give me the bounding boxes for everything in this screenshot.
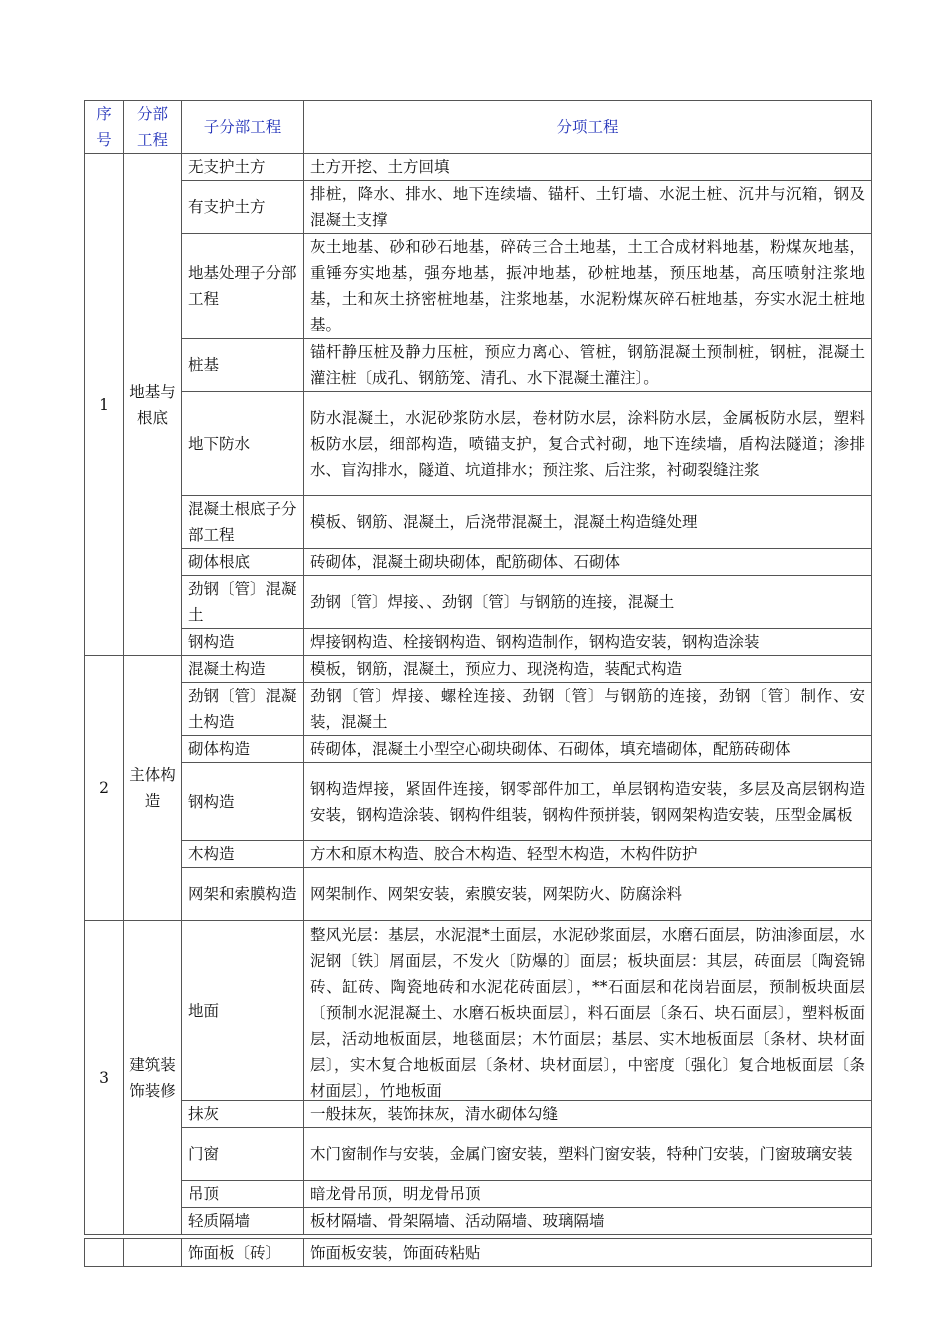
group-number: 2	[85, 656, 124, 921]
item-cell: 劲钢〔管〕焊接、螺栓连接、劲钢〔管〕与钢筋的连接，劲钢〔管〕制作、安装，混凝土	[304, 683, 872, 736]
table-row	[85, 656, 872, 683]
item-cell: 暗龙骨吊顶，明龙骨吊顶	[304, 1181, 872, 1208]
table-row	[85, 549, 872, 576]
subdivision-cell: 门窗	[182, 1128, 304, 1181]
subdivision-cell: 吊顶	[182, 1181, 304, 1208]
table-row	[85, 339, 872, 392]
engineering-division-table	[84, 100, 872, 1235]
item-cell: 锚杆静压桩及静力压桩，预应力离心、管桩，钢筋混凝土预制桩，钢桩，混凝土灌注桩〔成孔、钢筋笼、清孔、水下混凝土灌注〕。	[304, 339, 872, 392]
subdivision-cell: 劲钢〔管〕混凝土构造	[182, 683, 304, 736]
division-name: 地基与根底	[124, 154, 182, 656]
subdivision-cell: 钢构造	[182, 763, 304, 841]
item-cell: 焊接钢构造、栓接钢构造、钢构造制作，钢构造安装，钢构造涂装	[304, 629, 872, 656]
item-text-clipped: 整风光层：基层，水泥混*土面层，水泥砂浆面层，水磨石面层，防油渗面层，水泥钢〔铁〕屑面层，不发火〔防爆的〕面层；板块面层：其层，砖面层〔陶瓷锦砖、缸砖、陶瓷地砖和水泥花砖面层〕，**石面层和花岗岩面层，预制板块面层〔预制水泥混凝土、水磨石板块面层〕，料石面层〔条石、块石面层〕，塑料板面层，活动地板面层，地毯面层；木竹面层；基层、实木地板面层〔条材、块材面层〕，实木复合地板面层〔条材、块材面层〕，中密度〔强化〕复合地板面层〔条材面层〕，竹地板面	[310, 925, 865, 1100]
table-header-row	[85, 101, 872, 154]
subdivision-cell: 抹灰	[182, 1101, 304, 1128]
subdivision-cell: 劲钢〔管〕混凝土	[182, 576, 304, 629]
subdivision-cell: 桩基	[182, 339, 304, 392]
table-row	[85, 1101, 872, 1128]
item-cell: 饰面板安装，饰面砖粘贴	[304, 1239, 872, 1267]
subdivision-cell: 砌体构造	[182, 736, 304, 763]
table-row	[85, 1181, 872, 1208]
table-row	[85, 736, 872, 763]
item-cell: 钢构造焊接，紧固件连接，钢零部件加工，单层钢构造安装，多层及高层钢构造安装，钢构造涂装、钢构件组装，钢构件预拼装，钢网架构造安装，压型金属板	[304, 763, 872, 841]
item-cell: 砖砌体，混凝土砌块砌体，配筋砌体、石砌体	[304, 549, 872, 576]
division-name: 建筑装饰装修	[124, 921, 182, 1235]
table-row	[85, 181, 872, 234]
subdivision-cell: 有支护土方	[182, 181, 304, 234]
table-row	[85, 868, 872, 921]
header-division: 分部工程	[124, 101, 182, 154]
table-row	[85, 841, 872, 868]
item-cell: 方木和原木构造、胶合木构造、轻型木构造，木构件防护	[304, 841, 872, 868]
subdivision-cell: 木构造	[182, 841, 304, 868]
subdivision-cell: 网架和索膜构造	[182, 868, 304, 921]
header-seq: 序号	[85, 101, 124, 154]
table-row	[85, 1239, 872, 1267]
table-row	[85, 683, 872, 736]
group-number: 1	[85, 154, 124, 656]
table-row	[85, 629, 872, 656]
item-cell: 一般抹灰，装饰抹灰，清水砌体勾缝	[304, 1101, 872, 1128]
subdivision-cell: 地面	[182, 921, 304, 1101]
table-row	[85, 496, 872, 549]
empty-cell	[124, 1239, 182, 1267]
item-cell: 砖砌体，混凝土小型空心砌块砌体、石砌体，填充墙砌体，配筋砖砌体	[304, 736, 872, 763]
table-row	[85, 1128, 872, 1181]
empty-cell	[85, 1239, 124, 1267]
subdivision-cell: 混凝土构造	[182, 656, 304, 683]
table-row	[85, 234, 872, 339]
table-row	[85, 921, 872, 1101]
table-row	[85, 576, 872, 629]
header-item: 分项工程	[304, 101, 872, 154]
item-cell: 排桩，降水、排水、地下连续墙、锚杆、土钉墙、水泥土桩、沉井与沉箱，钢及混凝土支撑	[304, 181, 872, 234]
group-number: 3	[85, 921, 124, 1235]
header-subdivision: 子分部工程	[182, 101, 304, 154]
table-row	[85, 392, 872, 496]
subdivision-cell: 钢构造	[182, 629, 304, 656]
subdivision-cell: 混凝土根底子分部工程	[182, 496, 304, 549]
item-cell: 劲钢〔管〕焊接、、劲钢〔管〕与钢筋的连接，混凝土	[304, 576, 872, 629]
item-cell: 木门窗制作与安装，金属门窗安装，塑料门窗安装，特种门安装，门窗玻璃安装	[304, 1128, 872, 1181]
item-cell: 土方开挖、土方回填	[304, 154, 872, 181]
item-cell: 模板、钢筋、混凝土，后浇带混凝土，混凝土构造缝处理	[304, 496, 872, 549]
item-cell: 板材隔墙、骨架隔墙、活动隔墙、玻璃隔墙	[304, 1208, 872, 1235]
table-row	[85, 154, 872, 181]
table-row	[85, 1208, 872, 1235]
continuation-table	[84, 1238, 872, 1267]
item-cell: 灰土地基、砂和砂石地基，碎砖三合土地基，土工合成材料地基，粉煤灰地基，重锤夯实地基，强夯地基，振冲地基，砂桩地基，预压地基，高压喷射注浆地基，土和灰土挤密桩地基，注浆地基，水泥粉煤灰碎石桩地基，夯实水泥土桩地基。	[304, 234, 872, 339]
item-cell: 网架制作、网架安装，索膜安装，网架防火、防腐涂料	[304, 868, 872, 921]
item-cell: 防水混凝土，水泥砂浆防水层，卷材防水层，涂料防水层，金属板防水层，塑料板防水层，细部构造，喷锚支护，复合式衬砌，地下连续墙，盾构法隧道；渗排水、盲沟排水，隧道、坑道排水；预注浆、后注浆，衬砌裂缝注浆	[304, 392, 872, 496]
subdivision-cell: 无支护土方	[182, 154, 304, 181]
subdivision-cell: 地基处理子分部工程	[182, 234, 304, 339]
subdivision-cell: 轻质隔墙	[182, 1208, 304, 1235]
division-name: 主体构造	[124, 656, 182, 921]
subdivision-cell: 饰面板〔砖〕	[182, 1239, 304, 1267]
table-row	[85, 763, 872, 841]
item-cell: 模板，钢筋，混凝土，预应力、现浇构造，装配式构造	[304, 656, 872, 683]
item-cell	[304, 921, 872, 1101]
subdivision-cell: 砌体根底	[182, 549, 304, 576]
subdivision-cell: 地下防水	[182, 392, 304, 496]
